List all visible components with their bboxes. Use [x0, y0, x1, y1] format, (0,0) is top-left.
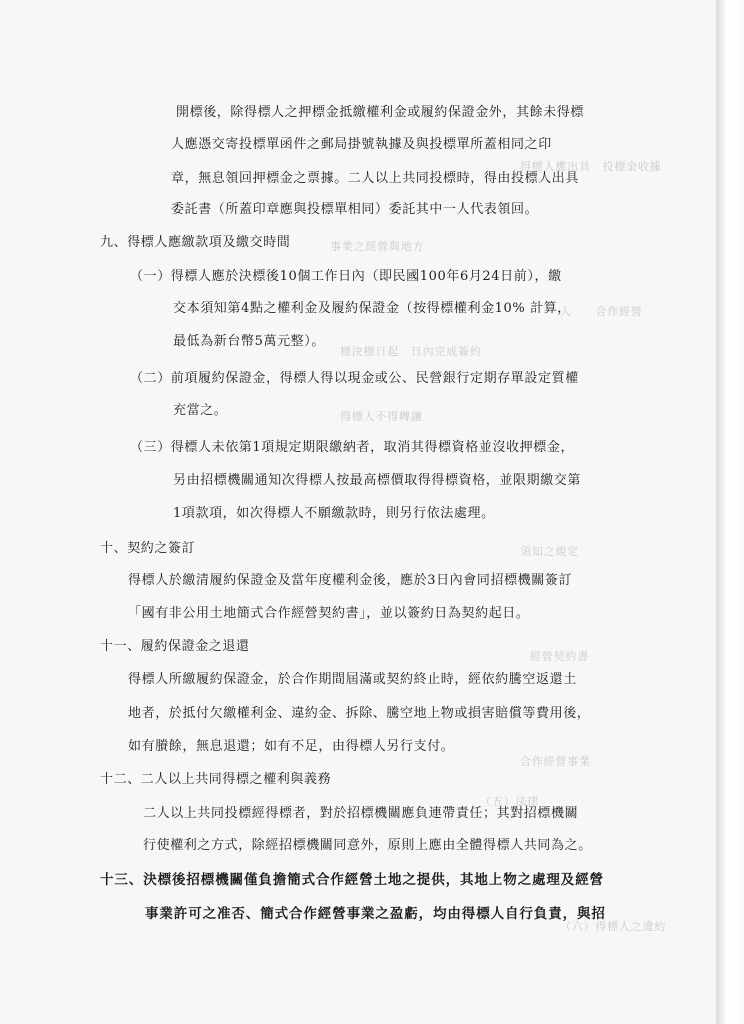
text-line: 人應憑交寄投標單函件之郵局掛號執據及與投標單所蓋相同之印	[171, 137, 552, 152]
bleed-through-text: （五）法律	[480, 795, 539, 808]
bleed-through-text: 人 合作經營	[560, 305, 643, 318]
text-line: 得標人於繳清履約保證金及當年度權利金後，應於3日內會同招標機關簽訂	[128, 573, 573, 588]
bleed-through-text: 得標人應出具 投標金收據	[520, 160, 662, 173]
text-line: 二人以上共同投標經得標者，對於招標機關應負連帶責任；其對招標機關	[143, 806, 579, 821]
text-line: （一）得標人應於決標後10個工作日內（即民國100年6月24日前），繳	[130, 269, 562, 284]
text-line: 1項款項，如次得標人不願繳款時，則另行依法處理。	[173, 506, 495, 521]
text-line: （三）得標人未依第1項規定期限繳納者，取消其得標資格並沒收押標金，	[130, 440, 575, 455]
section-heading: 十二、二人以上共同得標之權利與義務	[100, 772, 332, 787]
bleed-through-text: （六）得標人之違約	[560, 920, 667, 933]
bleed-through-text: 得標人不得轉讓	[340, 410, 423, 423]
section-heading: 十三、決標後招標機關僅負擔簡式合作經營土地之提供，其地上物之處理及經營	[100, 872, 604, 888]
text-line: 行使權利之方式，除經招標機關同意外，原則上應由全體得標人共同為之。	[143, 838, 592, 853]
text-line: 交本須知第4點之權利金及履約保證金（按得標權利金10% 計算，	[173, 301, 571, 316]
bleed-through-text: 經營契約書	[530, 650, 589, 663]
section-heading: 九、得標人應繳款項及繳交時間	[100, 235, 291, 250]
text-line: 另由招標機關通知次得標人按最高標價取得得標資格，並限期繳交第	[173, 473, 582, 488]
text-line: 地者，於抵付欠繳權利金、違約金、拆除、騰空地上物或損害賠償等費用後，	[128, 706, 591, 721]
bleed-through-text: 事業之經營與地方	[330, 240, 425, 253]
text-line: 開標後，除得標人之押標金抵繳權利金或履約保證金外，其餘未得標	[176, 105, 585, 120]
text-line: 「國有非公用土地簡式合作經營契約書」，並以簽約日為契約起日。	[128, 606, 530, 621]
section-heading: 十一、履約保證金之退還	[100, 639, 250, 654]
text-line: （二）前項履約保證金，得標人得以現金或公、民營銀行定期存單設定質權	[130, 371, 579, 386]
text-line: 充當之。	[173, 403, 228, 418]
bleed-through-text: 須知之規定	[520, 545, 579, 558]
bleed-through-text: 標決標日起 日內完成簽約	[340, 345, 482, 358]
text-line: 章，無息領回押標金之票據。二人以上共同投標時，得由投標人出具	[171, 171, 580, 186]
text-line: 得標人所繳履約保證金，於合作期間屆滿或契約終止時，經依約騰空返還土	[128, 672, 577, 687]
page-edge	[716, 0, 744, 1024]
text-line: 如有賸餘，無息退還；如有不足，由得標人另行支付。	[128, 739, 455, 754]
text-line: 委託書（所蓋印章應與投標單相同）委託其中一人代表領回。	[171, 202, 539, 217]
bleed-through-text: 合作經營事業	[520, 755, 591, 768]
text-line: 事業許可之准否、簡式合作經營事業之盈虧，均由得標人自行負責，與招	[145, 906, 606, 922]
section-heading: 十、契約之簽訂	[100, 541, 196, 556]
text-line: 最低為新台幣5萬元整）。	[173, 334, 325, 349]
